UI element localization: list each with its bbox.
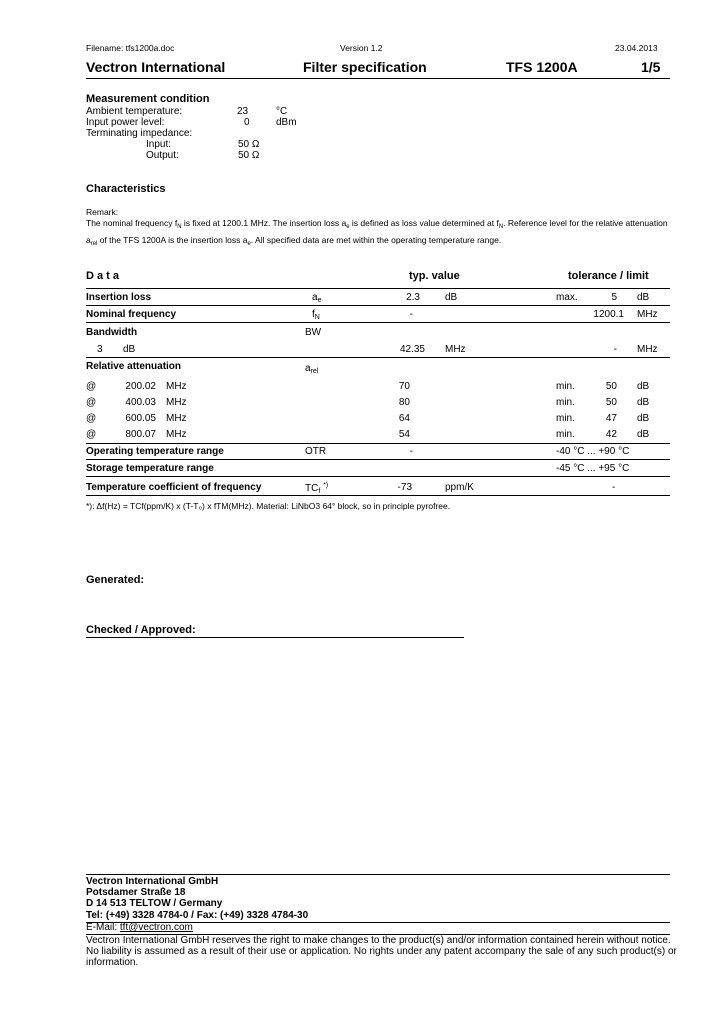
bandwidth-limit-unit: MHz <box>637 344 658 355</box>
rule-7 <box>86 495 670 496</box>
bandwidth-limit: - <box>613 344 617 355</box>
atten-limit-unit: dB <box>637 397 650 408</box>
insertion-loss-symbol: $a_e$ <box>312 292 322 304</box>
tcf-typ-unit: ppm/K <box>445 482 474 493</box>
storage-temp-limit: -45 °C ... +95 °C <box>556 463 630 474</box>
output-value: 50 Ω <box>238 150 260 161</box>
relative-attenuation-label: Relative attenuation <box>86 361 182 372</box>
checked-approved-label: Checked / Approved: <box>86 624 196 636</box>
measurement-title: Measurement condition <box>86 93 210 105</box>
atten-freq: 600.05 <box>125 413 156 424</box>
atten-limit: 42 <box>605 429 617 440</box>
characteristics-title: Characteristics <box>86 183 166 195</box>
nominal-frequency-limit-unit: MHz <box>637 309 658 320</box>
date: 23.04.2013 <box>615 43 658 53</box>
bandwidth-level-unit: dB <box>123 344 136 355</box>
power-value: 0 <box>244 117 250 128</box>
email-label: E-Mail: <box>86 922 120 933</box>
typ-header: typ. value <box>409 270 460 282</box>
tcf-symbol: $TC_f$ *) <box>305 482 329 495</box>
rule-4 <box>86 443 670 444</box>
company-name: Vectron International <box>86 59 226 75</box>
atten-freq: 400.03 <box>125 397 156 408</box>
atten-at: @ <box>86 429 97 440</box>
data-title: D a t a <box>86 270 120 282</box>
atten-freq-unit: MHz <box>166 381 187 392</box>
tcf-label: Temperature coefficient of frequency <box>86 482 262 493</box>
table-top-rule <box>86 288 670 289</box>
nominal-frequency-typ: - <box>409 309 413 320</box>
atten-freq: 800.07 <box>125 429 156 440</box>
atten-limit: 47 <box>605 413 617 424</box>
insertion-loss-limit: 5 <box>611 292 617 303</box>
header-divider <box>86 78 670 79</box>
ambient-label: Ambient temperature: <box>86 106 183 117</box>
bandwidth-typ: 42.35 <box>399 344 425 355</box>
output-label: Output: <box>146 150 179 161</box>
insertion-loss-typ-unit: dB <box>445 292 458 303</box>
generated-label: Generated: <box>86 574 145 586</box>
footer-street: Potsdamer Straße 18 <box>86 887 186 898</box>
atten-limit-unit: dB <box>637 381 650 392</box>
atten-typ: 80 <box>398 397 410 408</box>
atten-qual: min. <box>556 397 575 408</box>
version: Version 1.2 <box>340 43 383 53</box>
atten-limit-unit: dB <box>637 413 650 424</box>
atten-typ: 54 <box>398 429 410 440</box>
rule-5 <box>86 459 670 460</box>
rule-3 <box>86 357 670 358</box>
atten-limit: 50 <box>605 397 617 408</box>
bandwidth-level: 3 <box>97 344 103 355</box>
operating-temp-limit: -40 °C ... +90 °C <box>556 446 630 457</box>
insertion-loss-limit-unit: dB <box>637 292 650 303</box>
remark-label: Remark: <box>86 207 119 217</box>
rule-2 <box>86 322 670 323</box>
tcf-footnote: *): Δf(Hz) = TCf(ppm/K) x (T-T₀) x fTM(MHz). Material: LiNbO3 64° block, so in principle pyrofree. <box>86 501 451 511</box>
part-number: TFS 1200A <box>506 59 578 75</box>
atten-qual: min. <box>556 429 575 440</box>
atten-freq-unit: MHz <box>166 397 187 408</box>
power-unit: dBm <box>276 117 297 128</box>
filename: Filename: tfs1200a.doc <box>86 43 175 53</box>
remark-text: The nominal frequency $f_N$ is fixed at 1200.1 MHz. The insertion loss $a_e$ is defined as loss value determined at $f_N$. Reference level for the relative attenuation $a_{rel}$ of the TFS 1200A is the insertion loss $a_e$. All specified data are met within the operating temperature range. <box>86 218 668 247</box>
footer-divider <box>86 874 670 875</box>
input-value: 50 Ω <box>238 139 260 150</box>
relative-attenuation-symbol: $a_{rel}$ <box>305 363 319 375</box>
insertion-loss-typ: 2.3 <box>406 292 420 303</box>
operating-temp-typ: - <box>409 446 413 457</box>
insertion-loss-label: Insertion loss <box>86 292 152 303</box>
bandwidth-symbol: BW <box>305 327 322 338</box>
ambient-value: 23 <box>237 106 249 117</box>
tcf-limit: - <box>612 482 616 493</box>
rule-6 <box>86 476 670 477</box>
atten-freq: 200.02 <box>125 381 156 392</box>
footer-city: D 14 513 TELTOW / Germany <box>86 898 223 909</box>
atten-at: @ <box>86 381 97 392</box>
disclaimer-line-3: information. <box>86 957 139 968</box>
page-number: 1/5 <box>641 59 661 75</box>
operating-temp-symbol: OTR <box>305 446 327 457</box>
atten-freq-unit: MHz <box>166 413 187 424</box>
power-label: Input power level: <box>86 117 165 128</box>
atten-freq-unit: MHz <box>166 429 187 440</box>
footer-company: Vectron International GmbH <box>86 876 219 887</box>
atten-at: @ <box>86 397 97 408</box>
atten-limit-unit: dB <box>637 429 650 440</box>
atten-qual: min. <box>556 381 575 392</box>
nominal-frequency-limit: 1200.1 <box>593 309 624 320</box>
atten-qual: min. <box>556 413 575 424</box>
nominal-frequency-label: Nominal frequency <box>86 309 177 320</box>
atten-at: @ <box>86 413 97 424</box>
tolerance-header: tolerance / limit <box>568 270 649 282</box>
atten-limit: 50 <box>605 381 617 392</box>
signature-line <box>86 637 464 638</box>
storage-temp-label: Storage temperature range <box>86 463 214 474</box>
bandwidth-label: Bandwidth <box>86 327 138 338</box>
tcf-typ: -73 <box>397 482 412 493</box>
nominal-frequency-symbol: $f_N$ <box>312 309 320 321</box>
rule-1 <box>86 305 670 306</box>
email-link[interactable]: tft@vectron.com <box>119 922 193 933</box>
operating-temp-label: Operating temperature range <box>86 446 224 457</box>
ambient-unit: °C <box>276 106 288 117</box>
atten-typ: 70 <box>398 381 410 392</box>
doc-title: Filter specification <box>303 59 427 75</box>
footer-email-line <box>86 922 193 933</box>
disclaimer-line-1: Vectron International GmbH reserves the right to make changes to the product(s) and/or information contained herein without notice. <box>86 935 671 946</box>
atten-typ: 64 <box>398 413 410 424</box>
footer-tel-fax: Tel: (+49) 3328 4784-0 / Fax: (+49) 3328 4784-30 <box>86 910 309 921</box>
insertion-loss-qual: max. <box>556 292 578 303</box>
disclaimer-line-2: No liability is assumed as a result of their use or application. No rights under any patent accompany the sale of any such product(s) or <box>86 946 677 957</box>
bandwidth-typ-unit: MHz <box>445 344 466 355</box>
term-label: Terminating impedance: <box>86 128 193 139</box>
input-label: Input: <box>146 139 172 150</box>
